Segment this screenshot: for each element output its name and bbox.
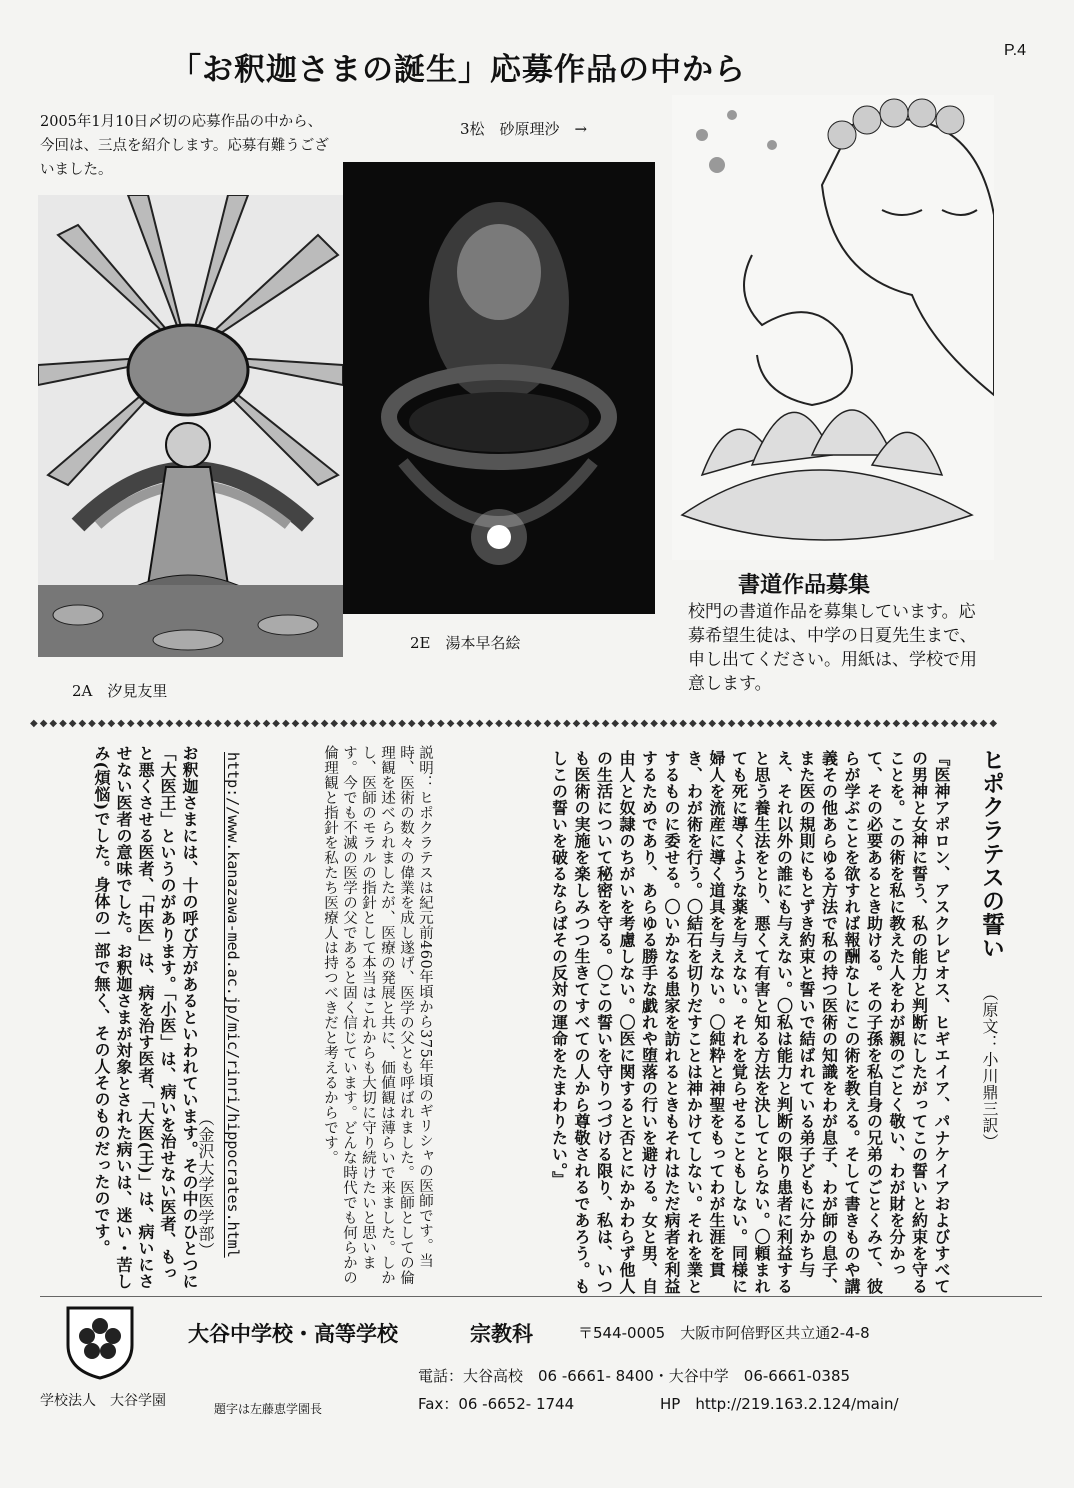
hippocrates-source: （金沢大学医学部） bbox=[196, 1110, 215, 1259]
school-fax: Fax：06 -6652- 1744 bbox=[418, 1395, 575, 1413]
hippocrates-credit: （原文：小川鼎三訳） bbox=[980, 985, 999, 1150]
calligraphy-credit: 題字は左藤恵学園長 bbox=[214, 1402, 323, 1416]
page-number: P.4 bbox=[1004, 42, 1026, 59]
school-homepage[interactable]: HP http://219.163.2.124/main/ bbox=[660, 1395, 899, 1413]
hippocrates-note: 説明：ヒポクラテスは紀元前460年頃から375年頃のギリシャの医師です。当時、医術の数々の偉業を成し遂げ、医学の父とも呼ばれました。医師としての倫理観を述べられましたが、医療の発展と共に、価値観は薄らいで来ました。しかし、医師のモラルの指針として本当はこれからも大切に守り続けたいと思います。今でも不滅の医学の父であると固く信じています。どんな時代でも何らかの倫理観と指針を私たち医療人は持つべきだと考えるからです。 bbox=[322, 745, 433, 1285]
school-crest-icon bbox=[60, 1300, 140, 1380]
school-address: 〒544-0005 大阪市阿倍野区共立通2-4-8 bbox=[578, 1324, 870, 1342]
section-divider: ◆◆◆◆◆◆◆◆◆◆◆◆◆◆◆◆◆◆◆◆◆◆◆◆◆◆◆◆◆◆◆◆◆◆◆◆◆◆◆◆◆◆◆◆◆◆◆◆◆◆◆◆◆◆◆◆◆◆◆◆◆◆◆◆◆◆◆◆◆◆◆◆◆◆◆◆◆◆◆◆◆◆◆◆◆◆◆◆◆◆◆◆◆◆◆◆◆◆◆◆ bbox=[30, 718, 1000, 729]
artwork-2a-drawing bbox=[38, 195, 343, 657]
artwork-2a-caption: 2A 汐見友里 bbox=[72, 682, 168, 700]
hippocrates-title: ヒポクラテスの誓い bbox=[978, 748, 1004, 960]
school-name: 大谷中学校・高等学校 bbox=[188, 1322, 398, 1346]
school-corporation: 学校法人 大谷学園 bbox=[40, 1393, 166, 1409]
intro-text: 2005年1月10日〆切の応募作品の中から、今回は、三点を紹介します。応募有難うございました。 bbox=[40, 114, 329, 178]
artwork-3-caption: 3松 砂原理沙 → bbox=[460, 120, 588, 138]
school-phone: 電話：大谷高校 06 -6661- 8400・大谷中学 06-6661-0385 bbox=[418, 1367, 851, 1385]
oshaka-text: お釈迦さまには、十の呼び方があるといわれています。その中のひとつに「大医王」というのがあります。「小医」は、病いを治せない医者、もっと悪くさせる医者、「中医」は、病を治す医者、「大医(王)」は、病いにさせない医者の意味でした。お釈迦さまが対象とされた病いは、迷い・苦しみ(煩悩)でした。身体の一部で無く、その人そのものだったのです。 bbox=[92, 745, 199, 1290]
artwork-2e-image bbox=[343, 162, 655, 614]
artwork-3-drawing bbox=[672, 95, 994, 560]
hippocrates-url[interactable]: http://www.kanazawa-med.ac.jp/mic/rinri/hippocrates.html bbox=[224, 752, 242, 1258]
artwork-2e-caption: 2E 湯本早名絵 bbox=[410, 634, 521, 652]
artwork-2a-image bbox=[38, 195, 343, 657]
department-name: 宗教科 bbox=[470, 1322, 533, 1346]
calligraphy-body: 校門の書道作品を募集しています。応募希望生徒は、中学の日夏先生まで、申し出てください。用紙は、学校で用意します。 bbox=[688, 602, 977, 694]
hippocrates-oath: 『医神アポロン、アスクレピオス、ヒギエイア、パナケイアおよびすべての男神と女神に誓う、私の能力と判断にしたがってこの誓いと約束を守ることを。この術を私に教えた人をわが親のごとく敬い、わが財を分かって、その必要あるとき助ける。その子孫を私自身の兄弟のごとくみて、彼らが学ぶことを欲すれば報酬なしにこの術を教える。そして書きものや講義その他あらゆる方法で私の持つ医術の知識をわが息子、わが師の息子、また医の規則にもとずき約束と誓いで結ばれている弟子どもに分かち与え、それ以外の誰にも与えない。〇私は能力と判断の限り患者に利益すると思う養生法をとり、悪くて有害と知る方法を決してとらない。〇頼まれても死に導くような薬を与えない。それを覚らせることもしない。同様に婦人を流産に導く道具を与えない。〇純粋と神聖をもってわが生涯を貫き、わが術を行う。〇結石を切りだすことは神かけてしない。それを業とするものに委せる。〇いかなる患家を訪れるときもそれはただ病者を利益するためであり、あらゆる勝手な戯れや堕落の行いを避ける。女と男、自由人と奴隷のちがいを考慮しない。〇医に関すると否とにかかわらず他人の生活について秘密を守る。〇この誓いを守りつづける限り、私は、いつも医術の実施を楽しみつつ生きてすべての人から尊敬されるであろう。もしこの誓いを破るならばその反対の運命をたまわりたい。』 bbox=[549, 750, 951, 1295]
artwork-3-image bbox=[672, 95, 994, 560]
calligraphy-heading: 書道作品募集 bbox=[738, 573, 871, 598]
artwork-2e-drawing bbox=[343, 162, 655, 614]
footer-divider bbox=[40, 1296, 1042, 1297]
page-title: 「お釈迦さまの誕生」応募作品の中から bbox=[170, 52, 746, 88]
